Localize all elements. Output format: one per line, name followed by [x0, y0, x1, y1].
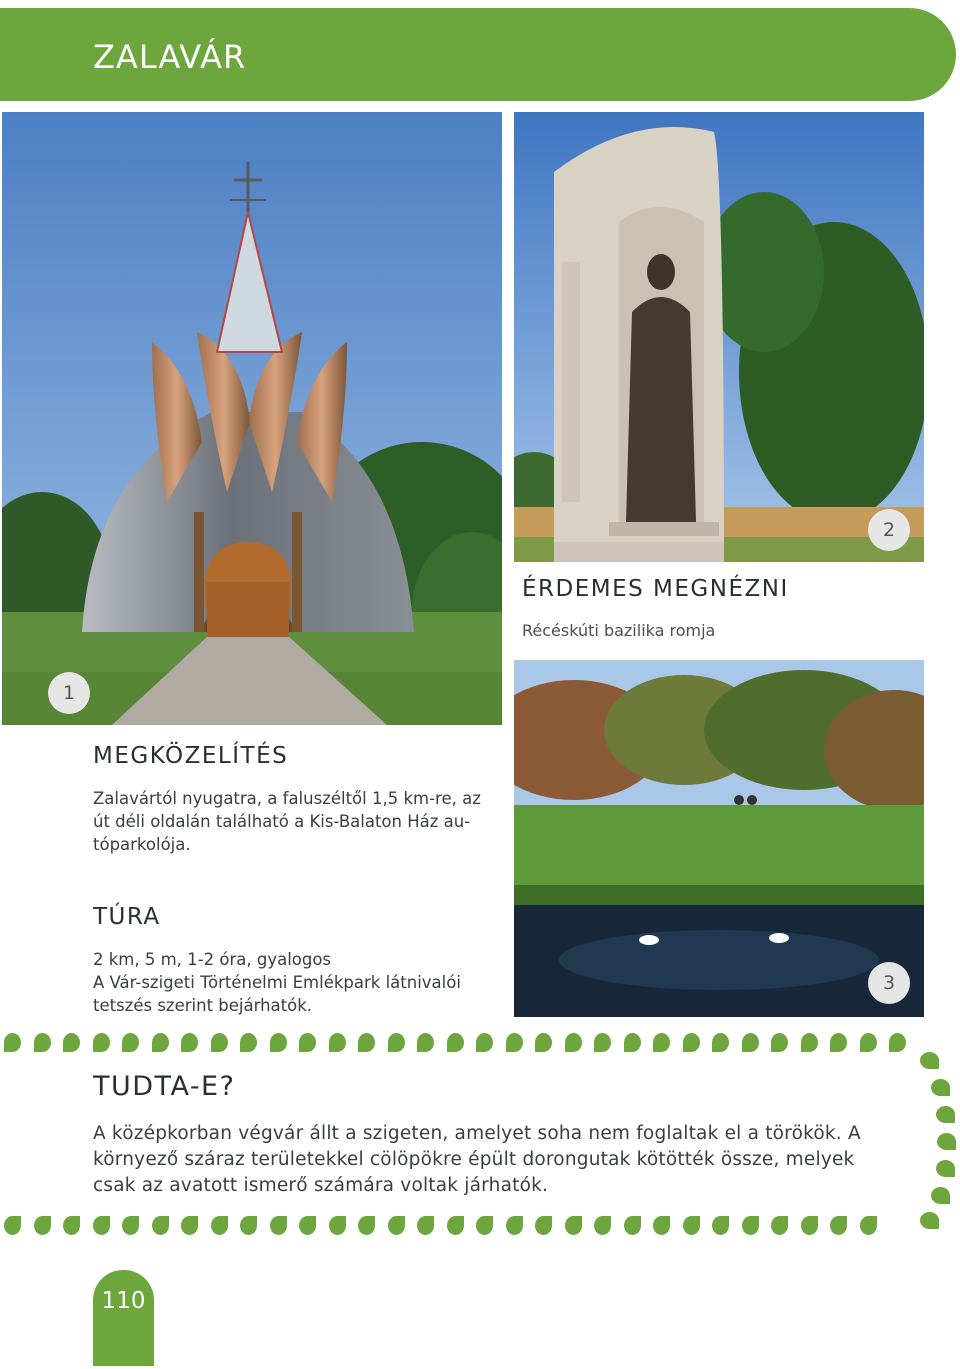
- leaf-dot: [594, 1033, 611, 1052]
- leaf-dot: [920, 1212, 939, 1229]
- photo-badge-3: 3: [868, 962, 910, 1004]
- leaf-dot: [34, 1033, 51, 1052]
- page-number: 110: [101, 1288, 146, 1314]
- leaf-dot: [476, 1216, 493, 1235]
- leaf-dot: [211, 1033, 228, 1052]
- leaf-dot: [299, 1216, 316, 1235]
- leaf-dot: [240, 1216, 257, 1235]
- leaf-dot: [801, 1033, 818, 1052]
- leaf-dot: [181, 1033, 198, 1052]
- leaf-dot: [152, 1216, 169, 1235]
- leaf-dot: [329, 1216, 346, 1235]
- leaf-dot: [860, 1033, 877, 1052]
- page-number-tab: [93, 1270, 154, 1366]
- text-line: tóparkolója.: [93, 835, 191, 854]
- text-line: út déli oldalán található a Kis-Balaton Ház au-: [93, 812, 471, 831]
- leaf-dot: [683, 1216, 700, 1235]
- leaf-dot: [447, 1033, 464, 1052]
- leaf-dot: [937, 1133, 956, 1150]
- leaf-dot: [4, 1216, 21, 1235]
- photo-badge-2: 2: [868, 509, 910, 551]
- leaf-dot: [388, 1216, 405, 1235]
- leaf-dot: [535, 1216, 552, 1235]
- leaf-dot: [358, 1033, 375, 1052]
- leaf-dot: [152, 1033, 169, 1052]
- leaf-dot: [447, 1216, 464, 1235]
- erdemes-heading: ÉRDEMES MEGNÉZNI: [522, 576, 789, 602]
- tudta-text: [93, 1121, 908, 1199]
- leaf-dot: [299, 1033, 316, 1052]
- leaf-dot: [506, 1033, 523, 1052]
- leaf-dot: [476, 1033, 493, 1052]
- leaf-dot: [535, 1033, 552, 1052]
- leaf-dot: [771, 1216, 788, 1235]
- header-bar: [0, 8, 956, 101]
- leaf-dot: [4, 1033, 21, 1052]
- text-line: Zalavártól nyugatra, a faluszéltől 1,5 km-re, az: [93, 789, 481, 808]
- text-line: 2 km, 5 m, 1-2 óra, gyalogos: [93, 950, 332, 969]
- leaf-dot: [506, 1216, 523, 1235]
- leaf-dot: [624, 1033, 641, 1052]
- leaf-dot: [270, 1216, 287, 1235]
- photo-monument: [514, 112, 924, 562]
- leaf-dot: [565, 1033, 582, 1052]
- leaf-dot: [417, 1033, 434, 1052]
- leaf-dot: [653, 1216, 670, 1235]
- leaf-dot: [742, 1216, 759, 1235]
- megkozelites-heading: MEGKÖZELÍTÉS: [93, 743, 289, 769]
- leaf-dot: [388, 1033, 405, 1052]
- leaf-dot: [712, 1216, 729, 1235]
- leaf-dot: [122, 1216, 139, 1235]
- photo-church: [2, 112, 502, 725]
- leaf-dot: [742, 1033, 759, 1052]
- leaf-dot: [211, 1216, 228, 1235]
- leaf-dot: [93, 1216, 110, 1235]
- leaf-dot: [771, 1033, 788, 1052]
- photo-badge-1: 1: [48, 672, 90, 714]
- leaf-dot: [830, 1033, 847, 1052]
- leaf-dot: [93, 1033, 110, 1052]
- megkozelites-text: [93, 787, 481, 856]
- erdemes-caption: Récéskúti bazilika romja: [522, 621, 716, 640]
- leaf-dot: [358, 1216, 375, 1235]
- leaf-dot: [63, 1216, 80, 1235]
- leaf-dot: [270, 1033, 287, 1052]
- leaf-dot: [683, 1033, 700, 1052]
- leaf-dot: [712, 1033, 729, 1052]
- text-line: A középkorban végvár állt a szigeten, amelyet soha nem foglaltak el a törökök. A: [93, 1123, 861, 1144]
- tura-heading: TÚRA: [93, 904, 161, 930]
- leaf-dot: [240, 1033, 257, 1052]
- tudta-heading: TUDTA-E?: [93, 1071, 236, 1102]
- leaf-dot: [63, 1033, 80, 1052]
- leaf-dot: [594, 1216, 611, 1235]
- photo-pond: [514, 660, 924, 1017]
- leaf-dot: [889, 1033, 906, 1052]
- text-line: környező száraz területekkel cölöpökre épült dorongutak kötötték össze, melyek: [93, 1149, 855, 1170]
- leaf-dot: [920, 1052, 939, 1069]
- leaf-dot: [565, 1216, 582, 1235]
- leaf-dot: [936, 1106, 955, 1123]
- leaf-dot: [860, 1216, 877, 1235]
- page-title: ZALAVÁR: [93, 38, 247, 76]
- text-line: A Vár-szigeti Történelmi Emlékpark látnivalói: [93, 973, 461, 992]
- leaf-dot: [653, 1033, 670, 1052]
- leaf-dot: [624, 1216, 641, 1235]
- leaf-dot: [830, 1216, 847, 1235]
- leaf-dot: [801, 1216, 818, 1235]
- tura-text: [93, 948, 461, 1017]
- leaf-dot: [936, 1160, 955, 1177]
- leaf-dot: [931, 1187, 950, 1204]
- leaf-dot: [181, 1216, 198, 1235]
- leaf-dot: [329, 1033, 346, 1052]
- leaf-dot: [417, 1216, 434, 1235]
- leaf-dot: [931, 1079, 950, 1096]
- leaf-dot: [122, 1033, 139, 1052]
- leaf-dot: [34, 1216, 51, 1235]
- text-line: tetszés szerint bejárhatók.: [93, 996, 313, 1015]
- text-line: csak az avatott ismerő számára voltak járhatók.: [93, 1175, 549, 1196]
